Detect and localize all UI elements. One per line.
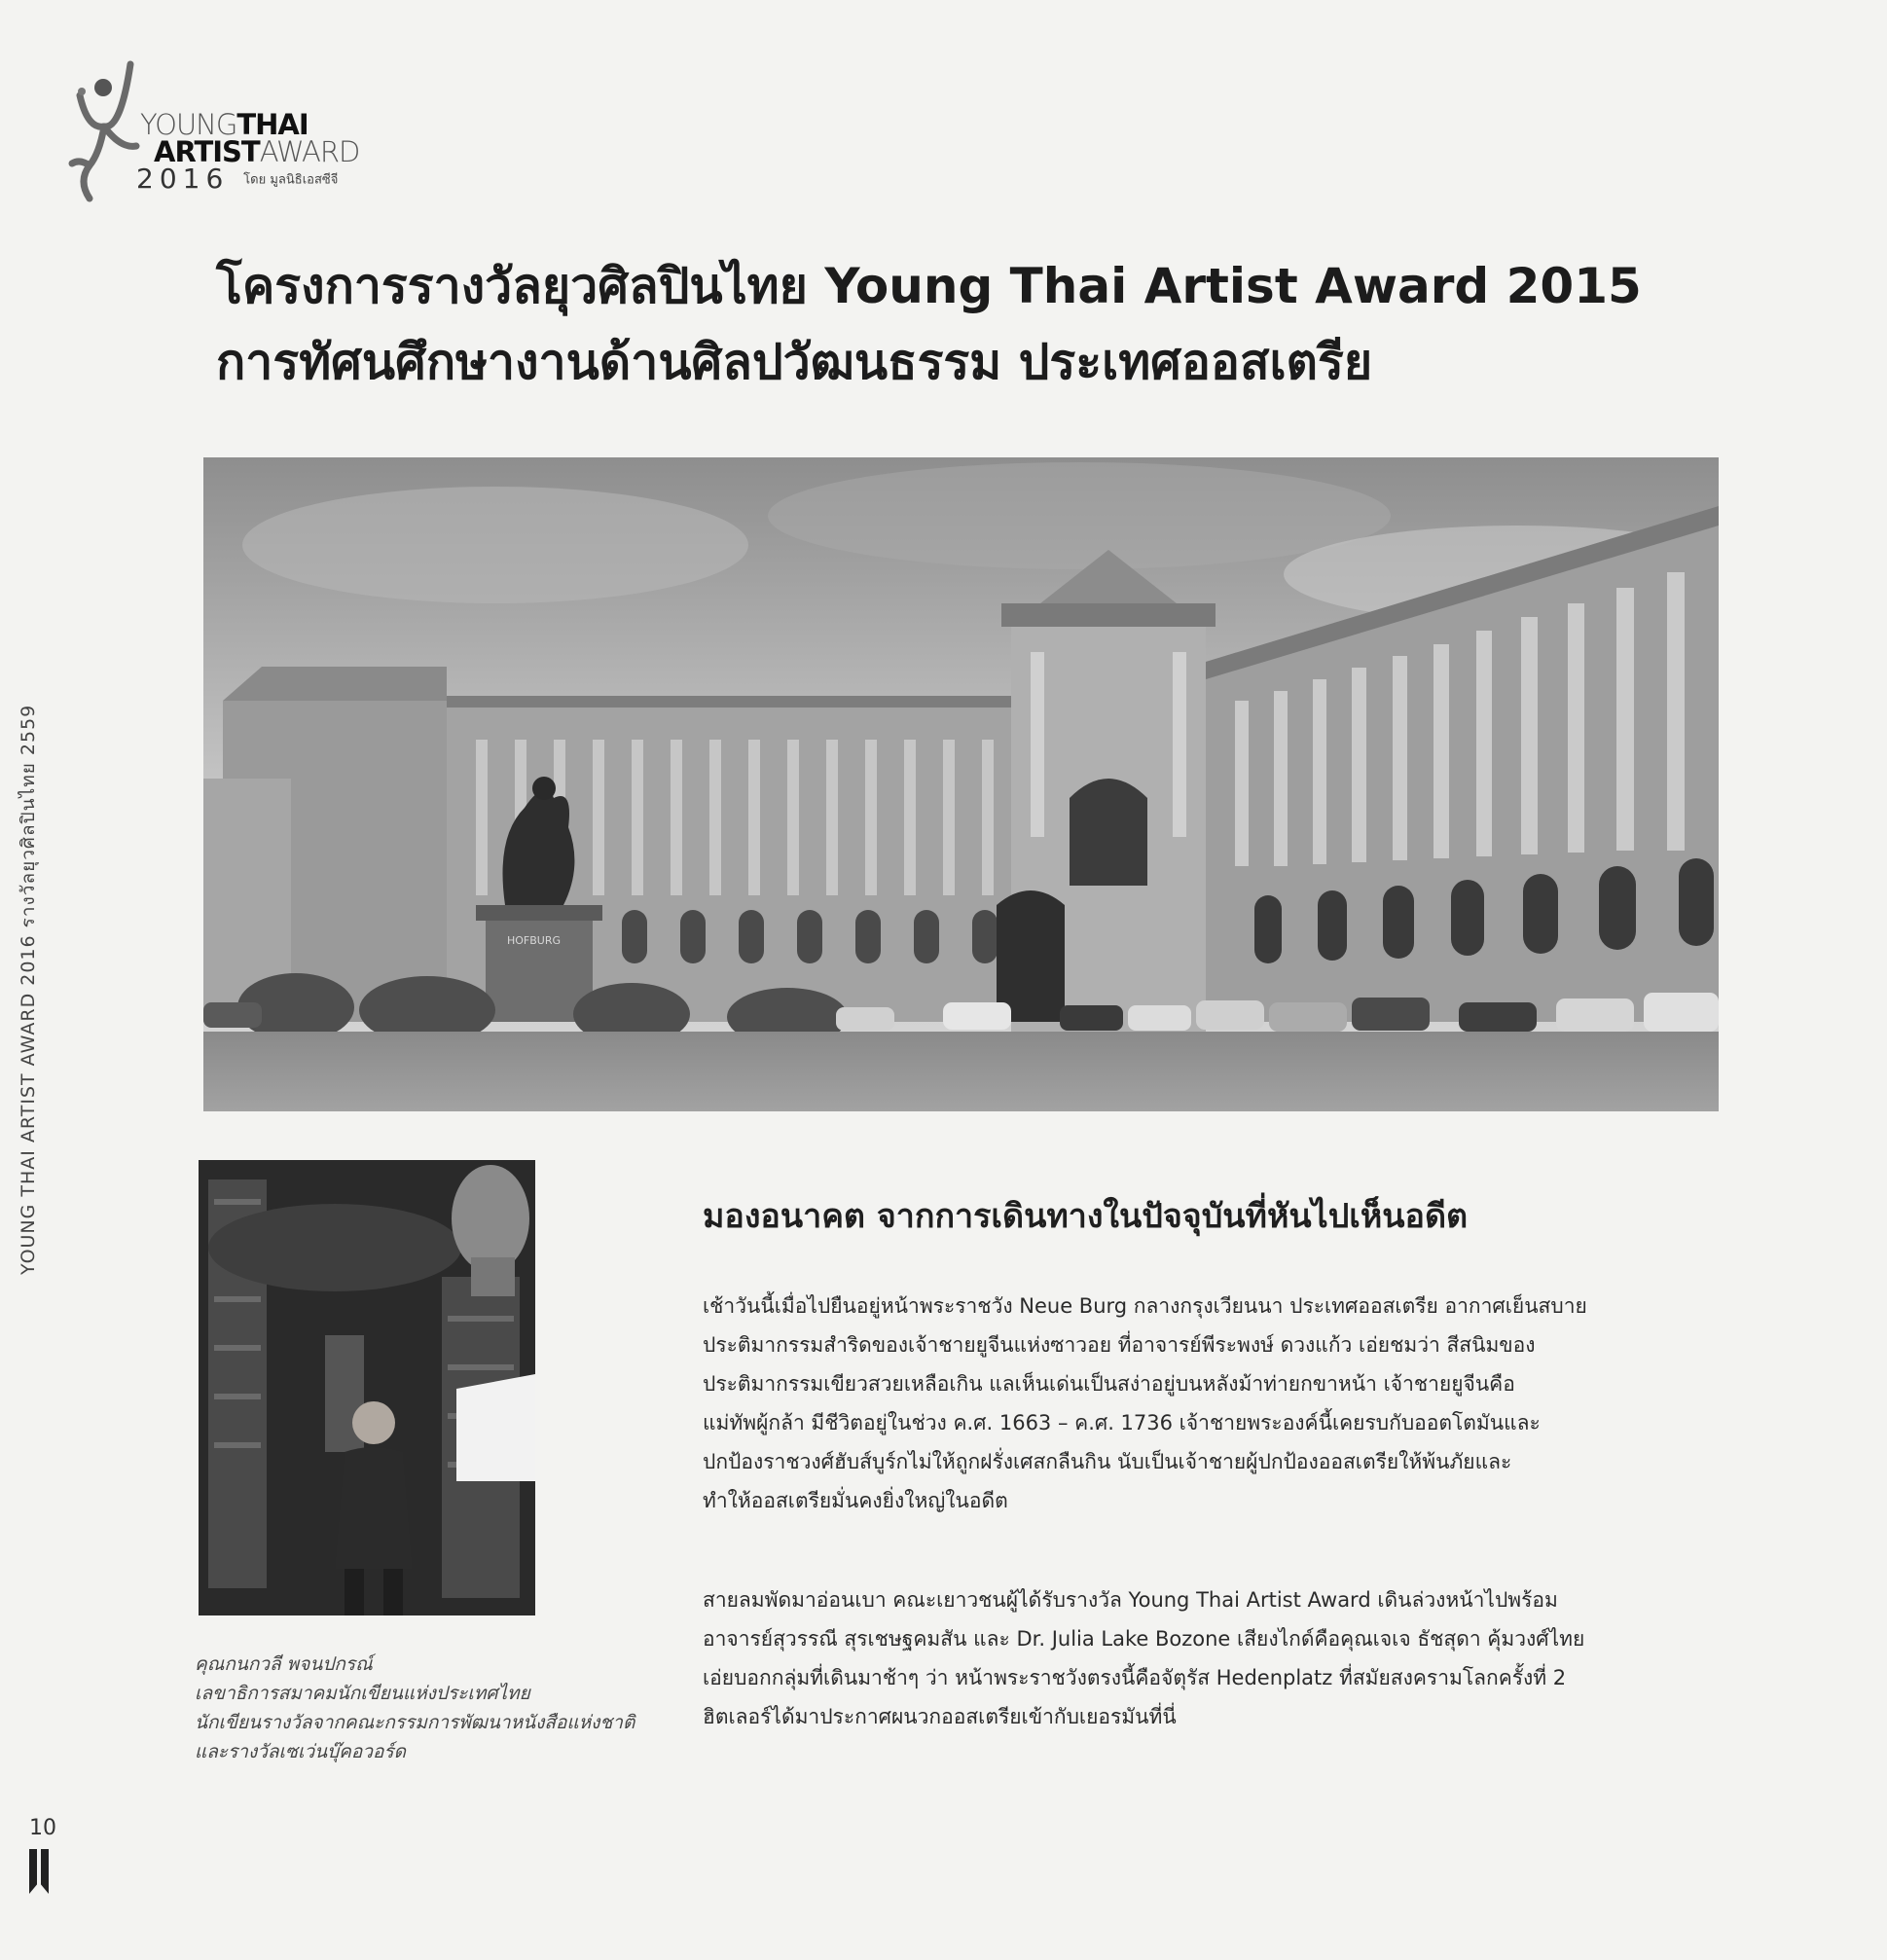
- caption-line: คุณกนกวลี พจนปกรณ์: [195, 1653, 373, 1675]
- photo-caption: [195, 1650, 662, 1766]
- paragraph-1: [703, 1287, 1721, 1520]
- logo-year: 2016: [136, 163, 230, 195]
- paragraph-line: แม่ทัพผู้กล้า มีชีวิตอยู่ในช่วง ค.ศ. 1663 – ค.ศ. 1736 เจ้าชายพระองค์นี้เคยรบกับออตโตมันและ: [703, 1411, 1541, 1434]
- neue-burg-palace-photo: [203, 457, 1719, 1111]
- paragraph-line: ประติมากรรมเขียวสวยเหลือเกิน แลเห็นเด่นเป็นสง่าอยู่บนหลังม้าท่ายกขาหน้า เจ้าชายยูจีนคือ: [703, 1372, 1515, 1396]
- paragraph-line: อาจารย์สุวรรณี สุรเชษฐคมสัน และ Dr. Julia Lake Bozone เสียงไกด์คือคุณเจเจ ธัชสุดา คุ้มวงศ์ไทย: [703, 1627, 1585, 1651]
- logo-thai-text: THAI: [236, 108, 308, 141]
- title-line-2: การทัศนศึกษางานด้านศิลปวัฒนธรรม ประเทศออสเตรีย: [216, 334, 1373, 390]
- title-line-1: โครงการรางวัลยุวศิลปินไทย Young Thai Artist Award 2015: [216, 258, 1642, 314]
- spine-text: YOUNG THAI ARTIST AWARD 2016 รางวัลยุวศิลปินไทย 2559: [18, 704, 39, 1275]
- young-thai-artist-award-logo: [60, 56, 360, 212]
- page-title: [216, 248, 1734, 400]
- writer-portrait-photo: [199, 1160, 535, 1615]
- section-subheading: มองอนาคต จากการเดินทางในปัจจุบันที่หันไปเห็นอดีต: [703, 1197, 1469, 1236]
- logo-young-text: YOUNG: [140, 108, 237, 141]
- bookmark-icon: [29, 1849, 51, 1894]
- logo-award-text: AWARD: [259, 135, 360, 168]
- paragraph-line: เอ่ยบอกกลุ่มที่เดินมาช้าๆ ว่า หน้าพระราชวังตรงนี้คือจัตุรัส Hedenplatz ที่สมัยสงครามโลกครั้งที่ 2: [703, 1666, 1567, 1689]
- paragraph-line: ปกป้องราชวงศ์ฮับส์บูร์กไม่ให้ถูกฝรั่งเศสกลืนกิน นับเป็นเจ้าชายผู้ปกป้องออสเตรียให้พ้นภัยและ: [703, 1450, 1512, 1473]
- caption-line: เลขาธิการสมาคมนักเขียนแห่งประเทศไทย: [195, 1683, 530, 1704]
- paragraph-line: ฮิตเลอร์ได้มาประกาศผนวกออสเตรียเข้ากับเยอรมันที่นี่: [703, 1705, 1177, 1728]
- caption-line: นักเขียนรางวัลจากคณะกรรมการพัฒนาหนังสือแห่งชาติ: [195, 1712, 635, 1733]
- paragraph-2: [703, 1580, 1721, 1736]
- logo-sponsor: โดย มูลนิธิเอสซีจี: [243, 172, 339, 188]
- paragraph-line: ทำให้ออสเตรียมั่นคงยิ่งใหญ่ในอดีต: [703, 1489, 1008, 1512]
- page-number: 10: [29, 1816, 56, 1840]
- paragraph-line: เช้าวันนี้เมื่อไปยืนอยู่หน้าพระราชวัง Neue Burg กลางกรุงเวียนนา ประเทศออสเตรีย อากาศเย็นสบาย: [703, 1294, 1587, 1318]
- dancing-figure-icon: [60, 56, 148, 212]
- logo-artist-text: ARTIST: [154, 135, 260, 168]
- caption-line: และรางวัลเซเว่นบุ๊คอวอร์ด: [195, 1741, 406, 1762]
- hofburg-sign: HOFBURG: [507, 934, 562, 947]
- paragraph-line: ประติมากรรมสำริดของเจ้าชายยูจีนแห่งซาวอย ที่อาจารย์พีระพงษ์ ดวงแก้ว เอ่ยชมว่า สีสนิมของ: [703, 1333, 1536, 1357]
- paragraph-line: สายลมพัดมาอ่อนเบา คณะเยาวชนผู้ได้รับรางวัล Young Thai Artist Award เดินล่วงหน้าไปพร้อม: [703, 1588, 1558, 1612]
